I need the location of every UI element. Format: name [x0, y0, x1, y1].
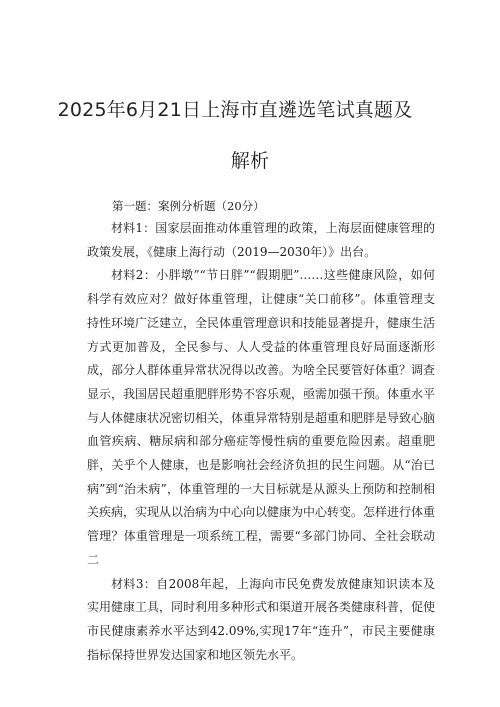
paragraph-material-1: 材料1：国家层面推动体重管理的政策，上海层面健康管理的政策发展，《健康上海行动（2019—2030年）》出台。 [87, 221, 435, 259]
paragraph-material-2: 材料2：小胖墩”“节日胖”“假期肥”……这些健康风险，如何科学有效应对？做好体重管理，让健康“关口前移”。体重管理支持性环境广泛建立，全民体重管理意识和技能显著提升，健康生活方式更加普及，全民参与、人人受益的体重管理良好局面逐渐形成，部分人群体重异常状况得以改善。为啥全民要管好体重？调查显示，我国居民超重肥胖形势不容乐观，亟需加强干预。体重水平与人体健康状况密切相关，体重异常特别是超重和肥胖是导致心脑血管疾病、糖尿病和部分癌症等慢性病的重要危险因素。超重肥胖，关乎个人健康，也是影响社会经济负担的民生问题。从“治已病”到“治未病”，体重管理的一大目标就是从源头上预防和控制相关疾病，实现从以治病为中心向以健康为中心转变。怎样进行体重管理？体重管理是一项系统工程，需要“多部门协同、全社会联动二 [87, 268, 436, 567]
document-title-line-2: 解析 [230, 150, 270, 172]
document-title-line-1: 2025年6月21日上海市直遴选笔试真题及 [57, 99, 413, 121]
section-heading: 第一题：案例分析题（20分） [112, 199, 265, 213]
document-body [87, 217, 435, 667]
paragraph-material-3: 材料3：自2008年起，上海向市民免费发放健康知识读本及实用健康工具，同时利用多种形式和渠道开展各类健康科普，促使市民健康素养水平达到42.09%,实现17年“连升”，市民主要健康指标保持世界发达国家和地区领先水平。 [87, 576, 436, 662]
